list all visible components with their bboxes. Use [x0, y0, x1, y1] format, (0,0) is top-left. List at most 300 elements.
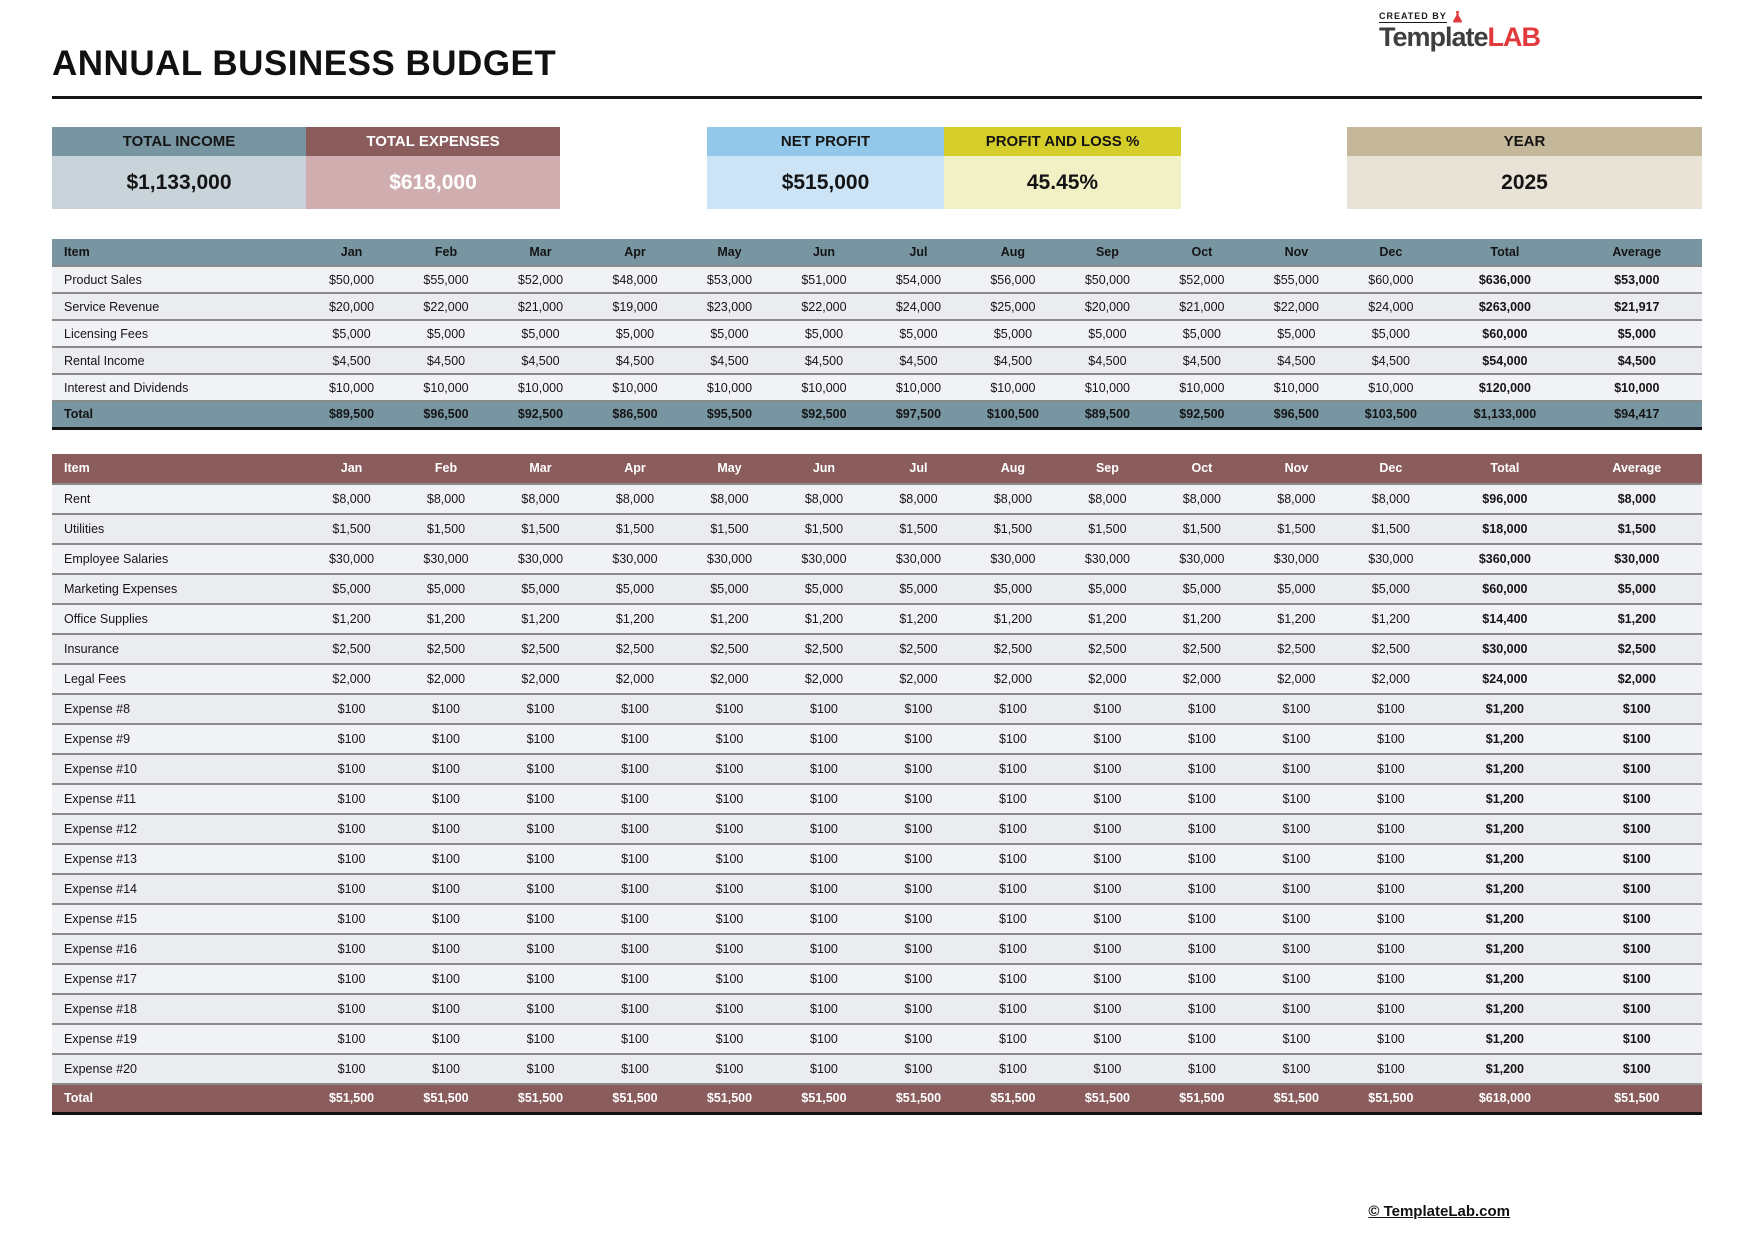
column-header-feb: Feb [399, 454, 493, 484]
month-value-cell: $100 [399, 1054, 493, 1084]
month-value-cell: $51,500 [399, 1084, 493, 1114]
month-value-cell: $1,200 [1155, 604, 1249, 634]
month-value-cell: $100 [966, 994, 1060, 1024]
expense-table [52, 454, 1702, 1116]
month-value-cell: $100 [588, 1024, 682, 1054]
month-value-cell: $5,000 [399, 320, 493, 347]
month-value-cell: $100 [1249, 874, 1343, 904]
month-value-cell: $100 [966, 1054, 1060, 1084]
total-cell: $24,000 [1438, 664, 1572, 694]
month-value-cell: $100 [777, 844, 871, 874]
month-value-cell: $100 [1249, 724, 1343, 754]
item-cell: Rent [52, 484, 304, 514]
month-value-cell: $2,000 [966, 664, 1060, 694]
month-value-cell: $30,000 [1155, 544, 1249, 574]
item-cell: Expense #10 [52, 754, 304, 784]
table-row [52, 844, 1702, 874]
total-cell: $1,200 [1438, 1054, 1572, 1084]
month-value-cell: $1,200 [588, 604, 682, 634]
column-header-item: Item [52, 454, 304, 484]
month-value-cell: $100 [1060, 844, 1154, 874]
month-value-cell: $54,000 [871, 266, 965, 293]
month-value-cell: $100 [304, 964, 398, 994]
month-value-cell: $100 [1155, 934, 1249, 964]
header-row [52, 454, 1702, 484]
column-header-nov: Nov [1249, 239, 1343, 266]
month-value-cell: $100 [777, 724, 871, 754]
table-row [52, 514, 1702, 544]
table-row [52, 484, 1702, 514]
month-value-cell: $4,500 [682, 347, 776, 374]
month-value-cell: $100 [588, 724, 682, 754]
month-value-cell: $4,500 [304, 347, 398, 374]
month-value-cell: $2,000 [399, 664, 493, 694]
average-cell: $2,000 [1572, 664, 1702, 694]
month-value-cell: $100 [399, 904, 493, 934]
month-value-cell: $5,000 [1155, 574, 1249, 604]
table-row [52, 904, 1702, 934]
month-value-cell: $1,500 [777, 514, 871, 544]
month-value-cell: $51,500 [1155, 1084, 1249, 1114]
month-value-cell: $100 [682, 814, 776, 844]
total-cell: $1,200 [1438, 844, 1572, 874]
total-cell: $1,200 [1438, 904, 1572, 934]
month-value-cell: $100 [682, 964, 776, 994]
month-value-cell: $22,000 [777, 293, 871, 320]
month-value-cell: $100 [966, 874, 1060, 904]
month-value-cell: $100 [871, 934, 965, 964]
month-value-cell: $100 [399, 754, 493, 784]
column-header-mar: Mar [493, 239, 587, 266]
total-cell: $14,400 [1438, 604, 1572, 634]
month-value-cell: $4,500 [588, 347, 682, 374]
month-value-cell: $51,500 [777, 1084, 871, 1114]
month-value-cell: $8,000 [966, 484, 1060, 514]
month-value-cell: $100 [777, 904, 871, 934]
table-row [52, 814, 1702, 844]
month-value-cell: $100 [399, 994, 493, 1024]
month-value-cell: $1,500 [304, 514, 398, 544]
total-expenses-value: $618,000 [306, 156, 560, 209]
month-value-cell: $100 [682, 784, 776, 814]
month-value-cell: $100 [966, 694, 1060, 724]
total-cell: $1,200 [1438, 934, 1572, 964]
month-value-cell: $100 [1249, 784, 1343, 814]
column-header-jan: Jan [304, 239, 398, 266]
month-value-cell: $100 [304, 814, 398, 844]
month-value-cell: $21,000 [493, 293, 587, 320]
month-value-cell: $24,000 [871, 293, 965, 320]
column-header-total: Total [1438, 239, 1572, 266]
month-value-cell: $1,500 [871, 514, 965, 544]
month-value-cell: $2,000 [493, 664, 587, 694]
month-value-cell: $100 [588, 1054, 682, 1084]
month-value-cell: $100 [304, 904, 398, 934]
month-value-cell: $100 [1249, 994, 1343, 1024]
month-value-cell: $100 [1155, 724, 1249, 754]
month-value-cell: $25,000 [966, 293, 1060, 320]
month-value-cell: $8,000 [682, 484, 776, 514]
column-header-jun: Jun [777, 454, 871, 484]
table-row [52, 374, 1702, 401]
total-row [52, 401, 1702, 428]
total-cell: $120,000 [1438, 374, 1572, 401]
average-cell: $1,500 [1572, 514, 1702, 544]
item-cell: Insurance [52, 634, 304, 664]
total-income-card [52, 127, 306, 209]
month-value-cell: $100 [1344, 874, 1438, 904]
month-value-cell: $100 [966, 754, 1060, 784]
month-value-cell: $1,500 [682, 514, 776, 544]
month-value-cell: $100 [304, 1024, 398, 1054]
month-value-cell: $100 [399, 934, 493, 964]
created-by-label: CREATED BY [1378, 10, 1447, 21]
average-cell: $4,500 [1572, 347, 1702, 374]
average-cell: $100 [1572, 934, 1702, 964]
month-value-cell: $5,000 [304, 574, 398, 604]
month-value-cell: $2,500 [777, 634, 871, 664]
month-value-cell: $100 [1344, 784, 1438, 814]
month-value-cell: $100 [588, 694, 682, 724]
table-row [52, 754, 1702, 784]
month-value-cell: $1,500 [588, 514, 682, 544]
month-value-cell: $2,000 [682, 664, 776, 694]
table-row [52, 784, 1702, 814]
average-cell: $100 [1572, 1024, 1702, 1054]
month-value-cell: $100 [1344, 1024, 1438, 1054]
month-value-cell: $100 [1344, 724, 1438, 754]
month-value-cell: $89,500 [1060, 401, 1154, 428]
month-value-cell: $55,000 [1249, 266, 1343, 293]
net-profit-label: NET PROFIT [707, 127, 944, 156]
templatelab-footer-link[interactable]: © TemplateLab.com [1368, 1203, 1510, 1220]
month-value-cell: $97,500 [871, 401, 965, 428]
month-value-cell: $5,000 [399, 574, 493, 604]
month-value-cell: $30,000 [1344, 544, 1438, 574]
column-header-sep: Sep [1060, 239, 1154, 266]
month-value-cell: $100 [493, 964, 587, 994]
month-value-cell: $100 [1249, 814, 1343, 844]
month-value-cell: $2,500 [1249, 634, 1343, 664]
average-cell: $100 [1572, 754, 1702, 784]
income-table [52, 239, 1702, 430]
month-value-cell: $1,200 [1060, 604, 1154, 634]
month-value-cell: $4,500 [777, 347, 871, 374]
month-value-cell: $5,000 [871, 574, 965, 604]
month-value-cell: $10,000 [1249, 374, 1343, 401]
month-value-cell: $100 [1060, 754, 1154, 784]
column-header-feb: Feb [399, 239, 493, 266]
month-value-cell: $8,000 [1060, 484, 1154, 514]
month-value-cell: $2,500 [493, 634, 587, 664]
month-value-cell: $5,000 [1344, 320, 1438, 347]
month-value-cell: $100 [1344, 904, 1438, 934]
month-value-cell: $100 [588, 994, 682, 1024]
cards-gap [1181, 127, 1347, 209]
column-header-average: Average [1572, 454, 1702, 484]
table-row [52, 1054, 1702, 1084]
total-cell: $1,200 [1438, 1024, 1572, 1054]
month-value-cell: $100 [304, 724, 398, 754]
month-value-cell: $100 [493, 754, 587, 784]
table-row [52, 604, 1702, 634]
month-value-cell: $100 [1060, 1054, 1154, 1084]
month-value-cell: $100 [682, 844, 776, 874]
month-value-cell: $1,500 [1344, 514, 1438, 544]
table-row [52, 964, 1702, 994]
month-value-cell: $2,000 [1249, 664, 1343, 694]
month-value-cell: $100 [1249, 934, 1343, 964]
month-value-cell: $100 [1344, 934, 1438, 964]
month-value-cell: $100 [1249, 964, 1343, 994]
month-value-cell: $8,000 [493, 484, 587, 514]
month-value-cell: $5,000 [966, 320, 1060, 347]
month-value-cell: $51,500 [1344, 1084, 1438, 1114]
month-value-cell: $2,000 [1155, 664, 1249, 694]
month-value-cell: $30,000 [871, 544, 965, 574]
column-header-aug: Aug [966, 454, 1060, 484]
month-value-cell: $100 [777, 814, 871, 844]
month-value-cell: $2,500 [1060, 634, 1154, 664]
average-cell: $94,417 [1572, 401, 1702, 428]
month-value-cell: $5,000 [682, 574, 776, 604]
month-value-cell: $100 [1249, 1054, 1343, 1084]
month-value-cell: $51,500 [304, 1084, 398, 1114]
month-value-cell: $2,000 [871, 664, 965, 694]
column-header-aug: Aug [966, 239, 1060, 266]
month-value-cell: $2,500 [588, 634, 682, 664]
month-value-cell: $19,000 [588, 293, 682, 320]
month-value-cell: $100 [777, 1054, 871, 1084]
month-value-cell: $1,200 [682, 604, 776, 634]
month-value-cell: $100 [493, 814, 587, 844]
month-value-cell: $100 [304, 874, 398, 904]
total-cell: $30,000 [1438, 634, 1572, 664]
month-value-cell: $30,000 [682, 544, 776, 574]
month-value-cell: $100 [1060, 904, 1154, 934]
month-value-cell: $100 [777, 754, 871, 784]
month-value-cell: $100 [1249, 904, 1343, 934]
month-value-cell: $100 [871, 844, 965, 874]
month-value-cell: $100 [304, 994, 398, 1024]
month-value-cell: $100 [1155, 694, 1249, 724]
average-cell: $5,000 [1572, 574, 1702, 604]
column-header-dec: Dec [1344, 239, 1438, 266]
month-value-cell: $51,500 [493, 1084, 587, 1114]
month-value-cell: $1,200 [966, 604, 1060, 634]
column-header-apr: Apr [588, 454, 682, 484]
average-cell: $100 [1572, 994, 1702, 1024]
total-cell: $1,200 [1438, 784, 1572, 814]
average-cell: $100 [1572, 904, 1702, 934]
month-value-cell: $2,500 [871, 634, 965, 664]
month-value-cell: $5,000 [493, 574, 587, 604]
table-row [52, 1024, 1702, 1054]
month-value-cell: $95,500 [682, 401, 776, 428]
month-value-cell: $100 [871, 994, 965, 1024]
item-cell: Expense #13 [52, 844, 304, 874]
item-cell: Office Supplies [52, 604, 304, 634]
month-value-cell: $100 [777, 934, 871, 964]
month-value-cell: $100 [304, 754, 398, 784]
item-cell: Total [52, 1084, 304, 1114]
month-value-cell: $21,000 [1155, 293, 1249, 320]
month-value-cell: $100 [1155, 784, 1249, 814]
month-value-cell: $30,000 [966, 544, 1060, 574]
month-value-cell: $51,500 [1249, 1084, 1343, 1114]
item-cell: Interest and Dividends [52, 374, 304, 401]
month-value-cell: $51,500 [966, 1084, 1060, 1114]
total-cell: $60,000 [1438, 574, 1572, 604]
month-value-cell: $22,000 [1249, 293, 1343, 320]
month-value-cell: $92,500 [493, 401, 587, 428]
cards-gap [560, 127, 707, 209]
brand-primary-text: Template [1378, 22, 1488, 52]
column-header-may: May [682, 239, 776, 266]
item-cell: Service Revenue [52, 293, 304, 320]
month-value-cell: $1,500 [493, 514, 587, 544]
column-header-total: Total [1438, 454, 1572, 484]
month-value-cell: $10,000 [588, 374, 682, 401]
month-value-cell: $30,000 [588, 544, 682, 574]
total-cell: $60,000 [1438, 320, 1572, 347]
month-value-cell: $100 [682, 694, 776, 724]
month-value-cell: $100 [1155, 874, 1249, 904]
column-header-sep: Sep [1060, 454, 1154, 484]
brand-wordmark [1379, 24, 1540, 51]
month-value-cell: $100 [304, 934, 398, 964]
month-value-cell: $100 [1060, 964, 1154, 994]
average-cell: $100 [1572, 1054, 1702, 1084]
average-cell: $100 [1572, 724, 1702, 754]
average-cell: $100 [1572, 844, 1702, 874]
month-value-cell: $100 [682, 934, 776, 964]
average-cell: $10,000 [1572, 374, 1702, 401]
column-header-item: Item [52, 239, 304, 266]
total-income-value: $1,133,000 [52, 156, 306, 209]
month-value-cell: $5,000 [588, 320, 682, 347]
month-value-cell: $4,500 [1344, 347, 1438, 374]
month-value-cell: $100 [1344, 994, 1438, 1024]
month-value-cell: $100 [399, 1024, 493, 1054]
month-value-cell: $1,200 [871, 604, 965, 634]
month-value-cell: $100 [966, 964, 1060, 994]
column-header-nov: Nov [1249, 454, 1343, 484]
month-value-cell: $100 [493, 694, 587, 724]
average-cell: $1,200 [1572, 604, 1702, 634]
month-value-cell: $100 [399, 724, 493, 754]
month-value-cell: $2,500 [1155, 634, 1249, 664]
table-row [52, 874, 1702, 904]
month-value-cell: $8,000 [871, 484, 965, 514]
month-value-cell: $30,000 [777, 544, 871, 574]
page-title: ANNUAL BUSINESS BUDGET [52, 44, 557, 83]
item-cell: Expense #11 [52, 784, 304, 814]
column-header-jul: Jul [871, 454, 965, 484]
total-cell: $1,200 [1438, 814, 1572, 844]
month-value-cell: $20,000 [304, 293, 398, 320]
month-value-cell: $100 [682, 754, 776, 784]
month-value-cell: $100 [966, 724, 1060, 754]
month-value-cell: $100 [1249, 694, 1343, 724]
table-row [52, 994, 1702, 1024]
month-value-cell: $5,000 [1060, 320, 1154, 347]
month-value-cell: $48,000 [588, 266, 682, 293]
month-value-cell: $100,500 [966, 401, 1060, 428]
month-value-cell: $2,000 [304, 664, 398, 694]
month-value-cell: $10,000 [493, 374, 587, 401]
month-value-cell: $100 [399, 784, 493, 814]
month-value-cell: $5,000 [493, 320, 587, 347]
month-value-cell: $24,000 [1344, 293, 1438, 320]
total-row [52, 1084, 1702, 1114]
profit-loss-label: PROFIT AND LOSS % [944, 127, 1181, 156]
month-value-cell: $1,200 [1344, 604, 1438, 634]
average-cell: $5,000 [1572, 320, 1702, 347]
average-cell: $53,000 [1572, 266, 1702, 293]
month-value-cell: $100 [304, 784, 398, 814]
month-value-cell: $100 [399, 844, 493, 874]
month-value-cell: $2,000 [1060, 664, 1154, 694]
month-value-cell: $51,500 [588, 1084, 682, 1114]
month-value-cell: $10,000 [966, 374, 1060, 401]
month-value-cell: $2,500 [304, 634, 398, 664]
total-cell: $360,000 [1438, 544, 1572, 574]
month-value-cell: $1,200 [304, 604, 398, 634]
column-header-average: Average [1572, 239, 1702, 266]
month-value-cell: $100 [1060, 694, 1154, 724]
month-value-cell: $51,000 [777, 266, 871, 293]
month-value-cell: $100 [304, 844, 398, 874]
month-value-cell: $100 [871, 814, 965, 844]
item-cell: Employee Salaries [52, 544, 304, 574]
month-value-cell: $92,500 [1155, 401, 1249, 428]
average-cell: $100 [1572, 964, 1702, 994]
month-value-cell: $10,000 [1344, 374, 1438, 401]
month-value-cell: $100 [966, 784, 1060, 814]
month-value-cell: $100 [399, 694, 493, 724]
item-cell: Legal Fees [52, 664, 304, 694]
average-cell: $8,000 [1572, 484, 1702, 514]
month-value-cell: $20,000 [1060, 293, 1154, 320]
month-value-cell: $100 [1344, 754, 1438, 784]
month-value-cell: $100 [493, 934, 587, 964]
month-value-cell: $100 [588, 754, 682, 784]
month-value-cell: $5,000 [682, 320, 776, 347]
month-value-cell: $51,500 [871, 1084, 965, 1114]
month-value-cell: $10,000 [399, 374, 493, 401]
month-value-cell: $100 [966, 844, 1060, 874]
month-value-cell: $10,000 [1060, 374, 1154, 401]
month-value-cell: $89,500 [304, 401, 398, 428]
item-cell: Expense #8 [52, 694, 304, 724]
table-row [52, 664, 1702, 694]
average-cell: $2,500 [1572, 634, 1702, 664]
month-value-cell: $100 [682, 994, 776, 1024]
month-value-cell: $100 [399, 964, 493, 994]
month-value-cell: $100 [1249, 1024, 1343, 1054]
month-value-cell: $5,000 [777, 574, 871, 604]
month-value-cell: $10,000 [1155, 374, 1249, 401]
month-value-cell: $100 [399, 814, 493, 844]
table-row [52, 293, 1702, 320]
month-value-cell: $100 [304, 694, 398, 724]
item-cell: Expense #19 [52, 1024, 304, 1054]
total-income-label: TOTAL INCOME [52, 127, 306, 156]
month-value-cell: $100 [493, 724, 587, 754]
month-value-cell: $1,200 [493, 604, 587, 634]
month-value-cell: $2,000 [777, 664, 871, 694]
